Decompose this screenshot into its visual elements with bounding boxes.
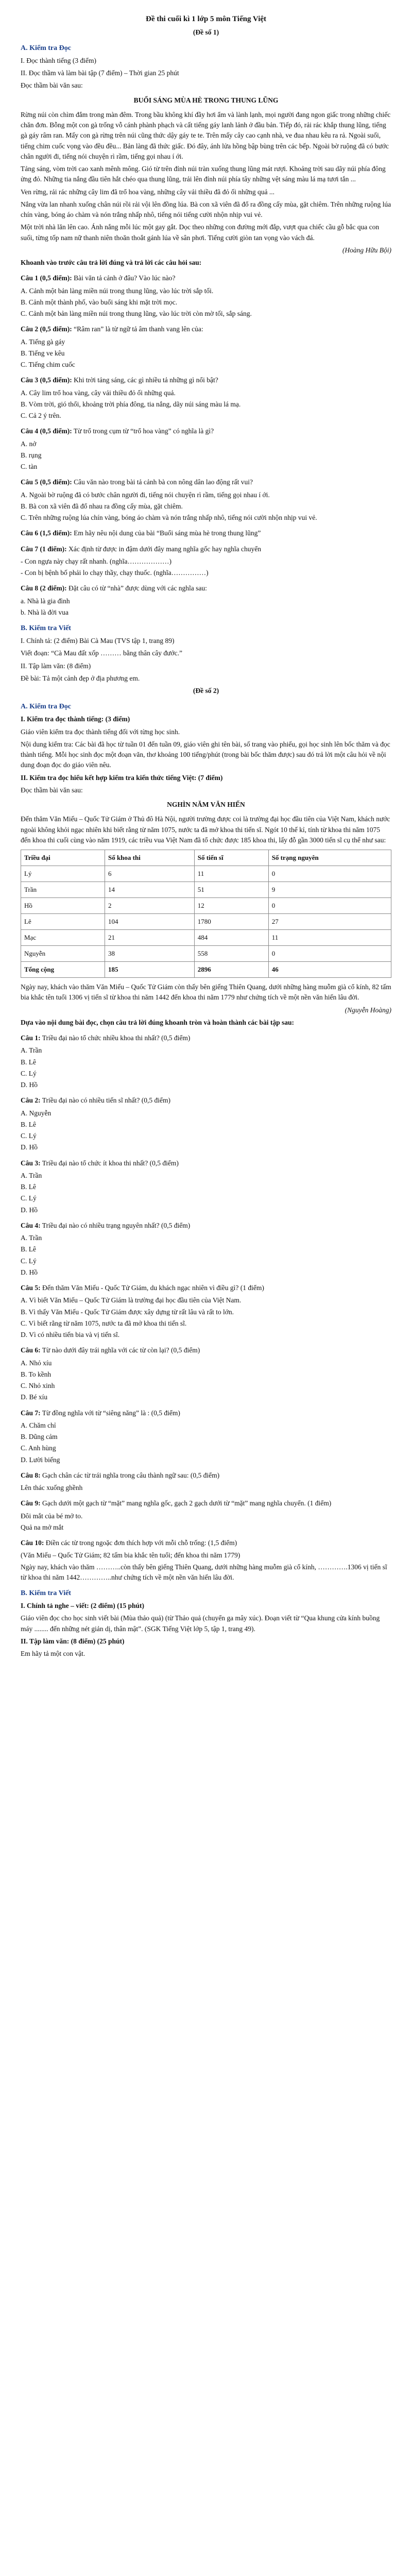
answer-option: C. Vì biết rằng từ năm 1075, nước ta đã mở khoa thi tiến sĩ.: [21, 1319, 187, 1327]
question-label: Câu 7:: [21, 1409, 41, 1417]
exam1-part-b-ii-topic: Đề bài: Tả một cảnh đẹp ở địa phương em.: [21, 674, 140, 682]
answer-option: A. Trần: [21, 1171, 42, 1179]
exam2-story-after: Ngày nay, khách vào thăm Văn Miếu – Quốc Tử Giám còn thấy bên giếng Thiên Quang, dưới những hàng muỗm già cổ kính, 82 tấm bia khắc tên tuổi 1306 vị tiến sĩ từ khoa thi năm 1442 đến khoa thi năm 1779 như chứng tích về một nền văn hiến lâu đời.: [21, 983, 391, 1002]
answer-option: D. Hồ: [21, 1268, 38, 1276]
question-label: Câu 6 (1,5 điểm):: [21, 529, 72, 537]
question: [21, 273, 391, 283]
exam1-story-title: BUỔI SÁNG MÙA HÈ TRONG THUNG LŨNG: [133, 96, 279, 104]
question-text: “Râm ran” là từ ngữ tả âm thanh vang lên của:: [72, 325, 203, 333]
table-total-cell: 2896: [194, 962, 268, 978]
table-row: [21, 898, 391, 914]
question-label: Câu 4 (0,5 điểm):: [21, 427, 72, 435]
answer-option: B. Vòm trời, gió thổi, khoảng trời phía đông, tia nắng, dãy núi sáng màu lá mạ.: [21, 400, 241, 408]
question: [21, 1498, 391, 1509]
table-header-cell: Số khoa thi: [105, 850, 194, 866]
table-cell: Lê: [21, 914, 105, 930]
answer-option: D. Bé xíu: [21, 1393, 48, 1401]
question-text: Đến thăm Văn Miếu - Quốc Tử Giám, du khách ngạc nhiên vì điều gì? (1 điểm): [40, 1284, 264, 1292]
question-text: Em hãy nêu nội dung của bài “Buổi sáng mùa hè trong thung lũng”: [72, 529, 261, 537]
answer-option: C. Tiếng chim cuốc: [21, 361, 75, 368]
question-label: Câu 7 (1 điểm):: [21, 545, 67, 553]
question: [21, 1538, 391, 1548]
question-label: Câu 8:: [21, 1471, 41, 1479]
question-label: Câu 2 (0,5 điểm):: [21, 325, 72, 333]
exam2-story-title: NGHÌN NĂM VĂN HIẾN: [167, 801, 245, 808]
question-text: Từ nào dưới đây trái nghĩa với các từ còn lại? (0,5 điểm): [40, 1346, 200, 1354]
question-text: Đặt câu có từ “nhà” được dùng với các nghĩa sau:: [66, 584, 207, 592]
answer-option: A. Cảnh một bản làng miền núi trong thung lũng, vào lúc trời sắp tối.: [21, 286, 214, 295]
exam1-part-a: A. Kiểm tra Đọc: [21, 44, 71, 52]
question: [21, 477, 391, 487]
exam2-story-paragraph: Đến thăm Văn Miếu – Quốc Tử Giám ở Thủ đô Hà Nội, người trường được coi là trường đại học đầu tiên của Việt Nam, khách nước ngoài không khỏi ngạc nhiên khi biết rằng từ năm 1075, nước ta đã mở khoa thi tiến sĩ. Ngót 10 thế kỉ, tính từ khoa thi năm 1075 đến khoa thi cuối cùng vào năm 1919, các triều vua Việt Nam đã tổ chức được 185 khoa thi, lấy đỗ gần 3000 tiến sĩ cụ thể như sau:: [21, 815, 390, 844]
question-label: Câu 5 (0,5 điểm):: [21, 478, 72, 486]
question-text: Xác định từ được in đậm dưới đây mang nghĩa gốc hay nghĩa chuyển: [66, 545, 262, 553]
table-cell: 0: [268, 946, 391, 962]
answer-option: B. Bà con xã viên đã đổ nhau ra đồng cấy mùa, gặt chiêm.: [21, 502, 183, 510]
table-total-cell: Tổng cộng: [21, 962, 105, 978]
document-title: Đề thi cuối kì 1 lớp 5 môn Tiếng Việt: [145, 15, 267, 23]
exam1-part-b: B. Kiểm tra Viết: [21, 624, 71, 632]
table-cell: 558: [194, 946, 268, 962]
question: [21, 544, 391, 554]
exam2-part-b: B. Kiểm tra Viết: [21, 1589, 71, 1597]
answer-option: B. Tiếng ve kêu: [21, 349, 65, 357]
table-cell: 11: [194, 866, 268, 882]
table-header-cell: Số tiến sĩ: [194, 850, 268, 866]
question-text: Triều đại nào tổ chức nhiều khoa thi nhất? (0,5 điểm): [40, 1034, 191, 1042]
table-cell: 12: [194, 898, 268, 914]
exam1-instruction: Đọc thầm bài văn sau:: [21, 81, 83, 90]
exam1-mc-instruction: Khoanh vào trước câu trả lời đúng và trả lời các câu hỏi sau:: [21, 259, 202, 266]
question: [21, 1283, 391, 1293]
exam1-story: [21, 110, 391, 243]
table-row: [21, 930, 391, 946]
exam1-part-b-i: I. Chính tả: (2 điểm) Bài Cà Mau (TVS tập 1, trang 89): [21, 637, 175, 645]
answer-option: Đôi mắt của bé mở to.: [21, 1512, 83, 1520]
table-row: [21, 946, 391, 962]
answer-option: C. Trên những ruộng lúa chín vàng, bóng áo chàm và nón trắng nhấp nhô, tiếng nói cười nhộn nhịp vui vẻ.: [21, 514, 317, 521]
answer-option: D. Hồ: [21, 1143, 38, 1151]
question: [21, 426, 391, 436]
answer-option: B. Lê: [21, 1058, 36, 1066]
table-total-cell: 46: [268, 962, 391, 978]
table-cell: 2: [105, 898, 194, 914]
exam2-part-b-i-desc: Giáo viên đọc cho học sinh viết bài (Mùa thảo quả) (từ Thảo quả (chuyển ga mây xúc). Đoạn viết từ “Qua khung cửa kính buồng máy ........ đến những nét giản dị, thân mật”. (SGK Tiếng Việt lớp 5, tập 1, trang 49).: [21, 1614, 380, 1633]
table-cell: Nguyễn: [21, 946, 105, 962]
question: [21, 1408, 391, 1418]
answer-option: Lên thác xuống ghềnh: [21, 1484, 83, 1492]
answer-option: - Con bị bệnh bố phải lo chạy thầy, chạy thuốc. (nghĩa……………): [21, 569, 209, 577]
question-label: Câu 8 (2 điểm):: [21, 584, 67, 592]
answer-option: (Văn Miếu – Quốc Tử Giám; 82 tấm bia khắc tên tuổi; đến khoa thi năm 1779): [21, 1551, 241, 1560]
table-cell: Trần: [21, 882, 105, 898]
question-label: Câu 4:: [21, 1221, 41, 1229]
exam2-part-a-i-note: Nội dung kiểm tra: Các bài đã học từ tuần 01 đến tuần 09, giáo viên ghi tên bài, số trang vào phiếu, gọi học sinh lên bốc thăm và đọc thành tiếng. Mỗi học sinh đọc một đoạn văn, thơ khoảng 100 tiếng/phút (trong bài bốc thăm được) sau đó trả lời một câu hỏi về nội dung đoạn đọc do giáo viên nêu.: [21, 740, 390, 769]
answer-option: D. Hồ: [21, 1081, 38, 1089]
table-total-row: [21, 962, 391, 978]
table-cell: 484: [194, 930, 268, 946]
table-row: [21, 866, 391, 882]
table-cell: 38: [105, 946, 194, 962]
table-cell: Lý: [21, 866, 105, 882]
answer-option: B. To kềnh: [21, 1370, 52, 1378]
exam2-part-b-ii: II. Tập làm văn: (8 điểm) (25 phút): [21, 1637, 125, 1645]
answer-option: C. Cảnh một bản làng miền núi trong thung lũng, vào lúc trời còn mờ tối, sắp sáng.: [21, 310, 252, 317]
question-text: Gạch chân các từ trái nghĩa trong câu thành ngữ sau: (0,5 điểm): [40, 1471, 220, 1479]
question-text: Gạch dưới một gạch từ “mặt” mang nghĩa gốc, gạch 2 gạch dưới từ “mặt” mang nghĩa chuyển. (1 điểm): [40, 1499, 332, 1507]
answer-option: A. Tiếng gà gáy: [21, 337, 65, 346]
exam2-source: (Nguyễn Hoàng): [345, 1006, 391, 1014]
table-cell: 11: [268, 930, 391, 946]
exam2-questions: [21, 1033, 391, 1583]
question-label: Câu 1 (0,5 điểm):: [21, 274, 72, 282]
answer-option: A. Cây lim trổ hoa vàng, cây vải thiều đỏ ối những quả.: [21, 388, 176, 397]
question-label: Câu 6:: [21, 1346, 41, 1354]
table-row: [21, 882, 391, 898]
table-cell: 1780: [194, 914, 268, 930]
answer-option: D. Hồ: [21, 1206, 38, 1214]
table-total-cell: 185: [105, 962, 194, 978]
exam1-source: (Hoàng Hữu Bội): [342, 246, 391, 254]
answer-option: A. Trần: [21, 1234, 42, 1242]
story-paragraph: Ven rừng, rải rác những cây lim đã trổ hoa vàng, những cây vải thiều đã đỏ ối những quả ...: [21, 188, 275, 196]
question-label: Câu 9:: [21, 1499, 41, 1507]
exam2-part-b-ii-topic: Em hãy tả một con vật.: [21, 1650, 85, 1657]
question: [21, 1470, 391, 1481]
question-text: Triều đại nào có nhiều tiến sĩ nhất? (0,5 điểm): [40, 1096, 170, 1105]
exam1-part-a-ii: II. Đọc thầm và làm bài tập (7 điểm) – Thời gian 25 phút: [21, 69, 179, 77]
question-text: Từ trổ trong cụm từ “trổ hoa vàng” có nghĩa là gì?: [72, 427, 214, 435]
question: [21, 1033, 391, 1043]
table-cell: 6: [105, 866, 194, 882]
table-cell: 27: [268, 914, 391, 930]
exam1-part-a-i: I. Đọc thành tiếng (3 điểm): [21, 56, 96, 64]
story-paragraph: Nắng vừa lan nhanh xuống chân núi rồi rải vội lên đồng lúa. Bà con xã viên đã đổ ra đồng cấy mùa, gặt chiêm. Trên những ruộng lúa chín vàng, bóng áo chàm và nón trắng nhấp nhô, tiếng nói tiếng cười nhộn nhịp vui vẻ.: [21, 200, 391, 218]
table-header-cell: Số trạng nguyên: [268, 850, 391, 866]
exam2-instruction: Đọc thầm bài văn sau:: [21, 786, 83, 794]
answer-option: B. Lê: [21, 1245, 36, 1253]
table-header-row: [21, 850, 391, 866]
question-label: Câu 10:: [21, 1539, 44, 1547]
exam2-code: (Đề số 2): [193, 687, 219, 694]
exam2-part-a-ii: II. Kiểm tra đọc hiểu kết hợp kiểm tra kiến thức tiếng Việt: (7 điểm): [21, 773, 223, 782]
answer-option: C. Lý: [21, 1132, 37, 1140]
answer-option: A. Nhỏ xíu: [21, 1359, 52, 1367]
exam1-questions: [21, 273, 391, 618]
question-text: Triều đại nào tổ chức ít khoa thi nhất? (0,5 điểm): [40, 1159, 179, 1167]
exam1-part-b-ii: II. Tập làm văn: (8 điểm): [21, 662, 91, 670]
table-header-cell: Triều đại: [21, 850, 105, 866]
answer-option: B. Lê: [21, 1120, 36, 1128]
table-body: [21, 866, 391, 978]
table-cell: 0: [268, 866, 391, 882]
answer-option: C. Lý: [21, 1194, 37, 1202]
question: [21, 1221, 391, 1231]
table-cell: Mạc: [21, 930, 105, 946]
question-label: Câu 2:: [21, 1096, 41, 1105]
answer-option: - Con ngựa này chạy rất nhanh. (nghĩa………………): [21, 557, 171, 565]
answer-option: A. Nguyễn: [21, 1109, 52, 1117]
exam-results-table: [21, 850, 391, 978]
answer-option: A. Trần: [21, 1046, 42, 1055]
question: [21, 1345, 391, 1355]
answer-option: B. Vì thấy Văn Miếu - Quốc Tử Giám được xây dựng từ rất lâu và rất to lớn.: [21, 1308, 234, 1316]
answer-option: B. Dũng cảm: [21, 1433, 58, 1440]
question: [21, 583, 391, 594]
question-text: Bài văn tả cảnh ở đâu? Vào lúc nào?: [72, 274, 176, 282]
exam2-part-b-i: I. Chính tả nghe – viết: (2 điểm) (15 phút): [21, 1602, 145, 1609]
answer-option: C. tàn: [21, 463, 38, 470]
answer-option: C. Lý: [21, 1257, 37, 1265]
exam2-mc-instruction: Dựa vào nội dung bài đọc, chọn câu trả lời đúng khoanh tròn và hoàn thành các bài tập sau:: [21, 1018, 294, 1026]
answer-option: B. Cảnh một thành phố, vào buổi sáng khi mặt trời mọc.: [21, 298, 178, 306]
table-cell: 21: [105, 930, 194, 946]
story-paragraph: Tảng sáng, vòm trời cao xanh mênh mông. Gió từ trên đỉnh núi tràn xuống thung lũng mát rượi. Khoảng trời sau dãy núi phía đông ửng đỏ. Những tia nắng đầu tiên hắt chéo qua thung lũng, trải lên đỉnh núi phía tây những vệt sáng màu lá mạ tươi tắn ...: [21, 165, 386, 183]
answer-option: A. Chăm chỉ: [21, 1421, 56, 1429]
table-cell: 14: [105, 882, 194, 898]
answer-option: D. Lười biếng: [21, 1455, 60, 1464]
question: [21, 324, 391, 334]
answer-option: A. Ngoài bờ ruộng đã có bước chân người đi, tiếng nói chuyện rì rầm, tiếng gọi nhau í ới.: [21, 490, 270, 499]
question-label: Câu 5:: [21, 1284, 41, 1292]
answer-option: a. Nhà là gia đình: [21, 597, 70, 605]
question: [21, 1158, 391, 1168]
question: [21, 375, 391, 385]
answer-option: b. Nhà là đời vua: [21, 608, 68, 616]
answer-option: A. nở: [21, 439, 37, 448]
answer-option: D. Vì có nhiều tiến bia và vị tiến sĩ.: [21, 1331, 120, 1338]
table-cell: 104: [105, 914, 194, 930]
question-text: Triều đại nào có nhiều trạng nguyên nhất? (0,5 điểm): [40, 1221, 191, 1229]
question-text: Khi trời tảng sáng, các gì nhiều tả những gì nổi bật?: [72, 376, 218, 384]
story-paragraph: Một trời nhà lăn lên cao. Ánh nắng mỗi lúc một gay gắt. Dọc theo những con đường mới đắp, vượt qua chiếc cầu gỗ bắc qua con suối, từng tốp nam nữ thanh niên thoăn thoắt gánh lúa về sân phơi. Tiếng cười giòn tan vọng vào vách đá.: [21, 223, 380, 242]
exam2-part-a: A. Kiểm tra Đọc: [21, 703, 71, 711]
answer-option: C. Nhỏ xinh: [21, 1382, 55, 1389]
question: [21, 1095, 391, 1106]
question-label: Câu 3 (0,5 điểm):: [21, 376, 72, 384]
table-row: [21, 914, 391, 930]
question-text: Câu văn nào trong bài tả cảnh bà con nông dân lao động rất vui?: [72, 478, 253, 486]
answer-option: C. Anh hùng: [21, 1444, 56, 1452]
answer-option: Ngày nay, khách vào thăm ………..còn thấy bên giếng Thiên Quang, dưới những hàng muỗm già cổ kính, ………….1306 vị tiến sĩ từ khoa thi năm 1442…………..như chứng tích về một nền văn hiến lâu đời.: [21, 1563, 387, 1581]
question: [21, 528, 391, 538]
exam1-code: (Đề số 1): [193, 28, 219, 36]
question-label: Câu 1:: [21, 1034, 41, 1042]
exam1-part-b-i-line: Viết đoạn: “Cà Mau đất xốp ……… bằng thân cây đước.”: [21, 649, 182, 657]
answer-option: B. Lê: [21, 1183, 36, 1191]
story-paragraph: Rừng núi còn chìm đắm trong màn đêm. Trong bầu không khí đầy hơi ẩm và lành lạnh, mọi người đang ngon giấc trong những chiếc chăn đơn. Bỗng một con gà trống vỗ cánh phành phạch và cất tiếng gáy lanh lảnh ở đầu bản. Tiếp đó, rải rác khắp thung lũng, tiếng gà gáy râm ran. Mấy con gà rừng trên núi cũng thức dậy gáy te te. Trên mấy cây cao cạnh nhà, ve đua nhau kêu ra rả. Ngoài suối, tiếng chim cuốc vọng vào đều đều... Bản làng đã thức giấc. Đó đây, ánh lửa hồng bập bùng trên các bếp. Ngoài bờ ruộng đã có bước chân người đi, tiếng nói chuyện rì rầm, tiếng gọi nhau í ới.: [21, 110, 391, 160]
answer-option: C. Cả 2 ý trên.: [21, 412, 61, 419]
exam2-part-a-i: I. Kiểm tra đọc thành tiếng: (3 điểm): [21, 715, 130, 723]
table-cell: 0: [268, 898, 391, 914]
question-text: Điền các từ trong ngoặc đơn thích hợp với mỗi chỗ trống: (1,5 điểm): [44, 1539, 237, 1547]
table-cell: 51: [194, 882, 268, 898]
answer-option: C. Lý: [21, 1069, 37, 1077]
answer-option: Quả na mở mắt: [21, 1523, 64, 1531]
exam2-part-a-i-desc: Giáo viên kiểm tra đọc thành tiếng đối với từng học sinh.: [21, 727, 180, 736]
table-cell: 9: [268, 882, 391, 898]
answer-option: A. Vì biết Văn Miếu – Quốc Tử Giám là trường đại học đầu tiên của Việt Nam.: [21, 1296, 242, 1304]
question-label: Câu 3:: [21, 1159, 41, 1167]
table-cell: Hồ: [21, 898, 105, 914]
question-text: Từ đồng nghĩa với từ “siêng năng” là : (0,5 điểm): [40, 1409, 180, 1417]
answer-option: B. rụng: [21, 451, 42, 459]
